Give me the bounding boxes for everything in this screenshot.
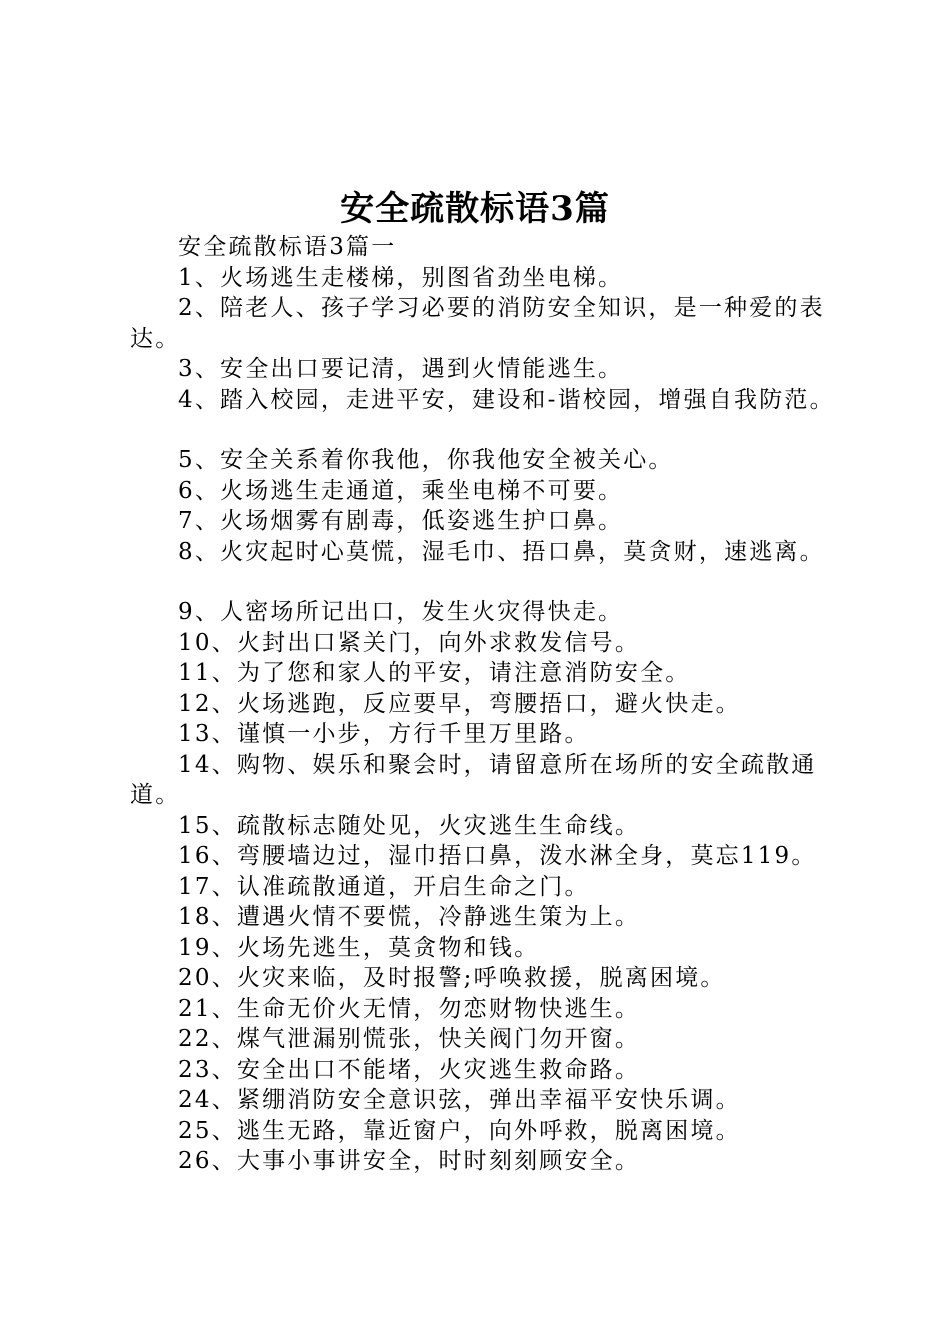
slogan-item-13: 13、谨慎一小步，方行千里万里路。	[178, 721, 590, 747]
slogan-item-8: 8、火灾起时心莫慌，湿毛巾、捂口鼻，莫贪财，速逃离。	[178, 538, 825, 565]
slogan-item-5: 5、安全关系着你我他，你我他安全被关心。	[178, 447, 674, 473]
slogan-item-2: 2、陪老人、孩子学习必要的消防安全知识，是一种爱的表达。	[130, 295, 825, 352]
slogan-item-11: 11、为了您和家人的平安，请注意消防安全。	[178, 660, 691, 686]
slogan-item-25: 25、逃生无路，靠近窗户，向外呼救，脱离困境。	[178, 1117, 741, 1144]
slogan-item-26: 26、大事小事讲安全，时时刻刻顾安全。	[178, 1148, 641, 1174]
slogan-item-9: 9、人密场所记出口，发生火灾得快走。	[178, 599, 624, 625]
paragraph-gap	[130, 567, 840, 597]
slogan-item-15: 15、疏散标志随处见，火灾逃生生命线。	[178, 812, 641, 839]
slogan-item-3: 3、安全出口要记清，遇到火情能逃生。	[178, 356, 624, 382]
slogan-item-6: 6、火场逃生走通道，乘坐电梯不可要。	[178, 477, 624, 504]
slogan-item-23: 23、安全出口不能堵，火灾逃生救命路。	[178, 1056, 641, 1083]
slogan-item-21: 21、生命无价火无情，勿恋财物快逃生。	[178, 995, 641, 1022]
slogan-item-18: 18、遭遇火情不要慌，冷静逃生策为上。	[178, 904, 641, 930]
slogan-item-1: 1、火场逃生走楼梯，别图省劲坐电梯。	[178, 264, 624, 291]
slogan-item-19: 19、火场先逃生，莫贪物和钱。	[178, 934, 540, 961]
slogan-item-10: 10、火封出口紧关门，向外求救发信号。	[178, 629, 641, 656]
slogan-item-16: 16、弯腰墙边过，湿巾捂口鼻，泼水淋全身，莫忘119。	[178, 843, 817, 869]
slogan-item-14: 14、购物、娱乐和聚会时，请留意所在场所的安全疏散通道。	[130, 751, 817, 808]
slogan-item-22: 22、煤气泄漏别慌张，快关阀门勿开窗。	[178, 1026, 641, 1052]
slogan-item-7: 7、火场烟雾有剧毒，低姿逃生护口鼻。	[178, 508, 624, 534]
document-body	[130, 232, 840, 1177]
slogan-item-20: 20、火灾来临，及时报警;呼唤救援，脱离困境。	[178, 965, 726, 991]
section-heading: 安全疏散标语3篇一	[178, 234, 397, 260]
document-title: 安全疏散标语3篇	[340, 189, 610, 229]
slogan-item-17: 17、认准疏散通道，开启生命之门。	[178, 873, 590, 900]
paragraph-gap	[130, 415, 840, 445]
slogan-item-4: 4、踏入校园，走进平安，建设和-谐校园，增强自我防范。	[178, 386, 835, 413]
slogan-item-12: 12、火场逃跑，反应要早，弯腰捂口，避火快走。	[178, 690, 741, 717]
slogan-item-24: 24、紧绷消防安全意识弦，弹出幸福平安快乐调。	[178, 1087, 741, 1113]
